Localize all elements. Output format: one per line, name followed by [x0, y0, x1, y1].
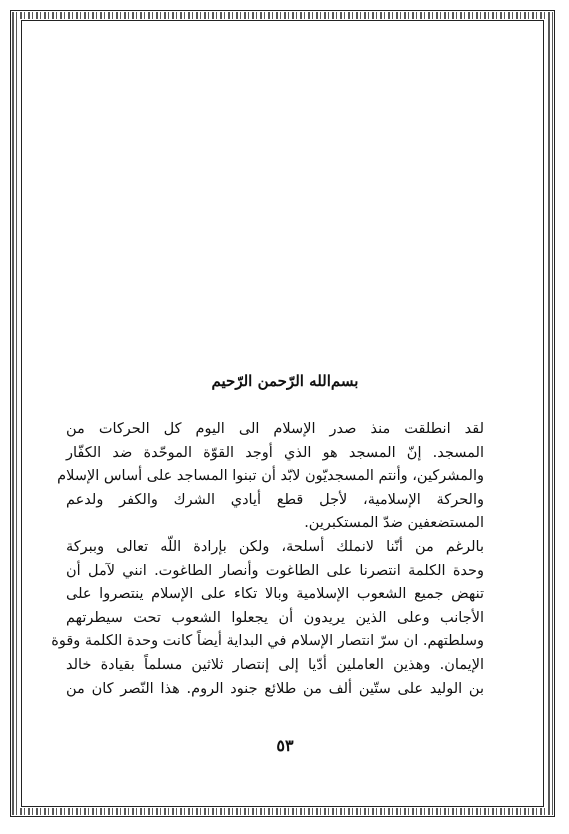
text-line: المستضعفين ضدّ المستكبرين.	[304, 515, 484, 532]
text-line: بالرغم من أنّنا لانملك أسلحة، ولكن بإرادة اللّه تعالى وببركة	[66, 538, 484, 555]
text-line: لقد انطلقت منذ صدر الإسلام الى اليوم كل الحركات من	[66, 421, 484, 437]
text-line: وسلطتهم. ان سرّ انتصار الإسلام في البداية أيضاً كانت وحدة الكلمة وقوة	[51, 633, 484, 650]
text-line: وحدة الكلمة انتصرنا على الطاغوت وأنصار الطاغوت. انني لآمل أن	[66, 562, 484, 579]
text-line: والحركة الإسلامية، لأجل قطع أيادي الشرك والكفر ولدعم	[66, 491, 484, 508]
text-line: بن الوليد على ستّين ألف من طلائع جنود الروم. هذا النّصر كان من	[66, 680, 484, 697]
text-line: والمشركين، وأنتم المسجديّون لابّد أن تبنوا المساجد على أساس الإسلام	[57, 468, 484, 485]
text-line: تنهض جميع الشعوب الإسلامية وبالا تكاء على الإسلام ينتصروا على	[66, 586, 484, 603]
text-line: المسجد. إنّ المسجد هو الذي أوجد القوّة الموحّدة ضد الكفّار	[66, 444, 484, 461]
basmala-heading: بسم‌الله الرّحمن الرّحيم	[211, 372, 359, 390]
page-number: ٥٣	[276, 736, 294, 755]
text-line: الأجانب وعلى الذين يريدون أن يجعلوا الشعوب تحت سيطرتهم	[66, 609, 484, 626]
text-line: الإيمان. وهذين العاملين أدّيا إلى إنتصار ثلاثين مسلماً بقيادة خالد	[66, 656, 484, 673]
paragraph-2	[51, 536, 484, 701]
body-text	[51, 418, 484, 701]
paragraph-1	[57, 418, 484, 536]
